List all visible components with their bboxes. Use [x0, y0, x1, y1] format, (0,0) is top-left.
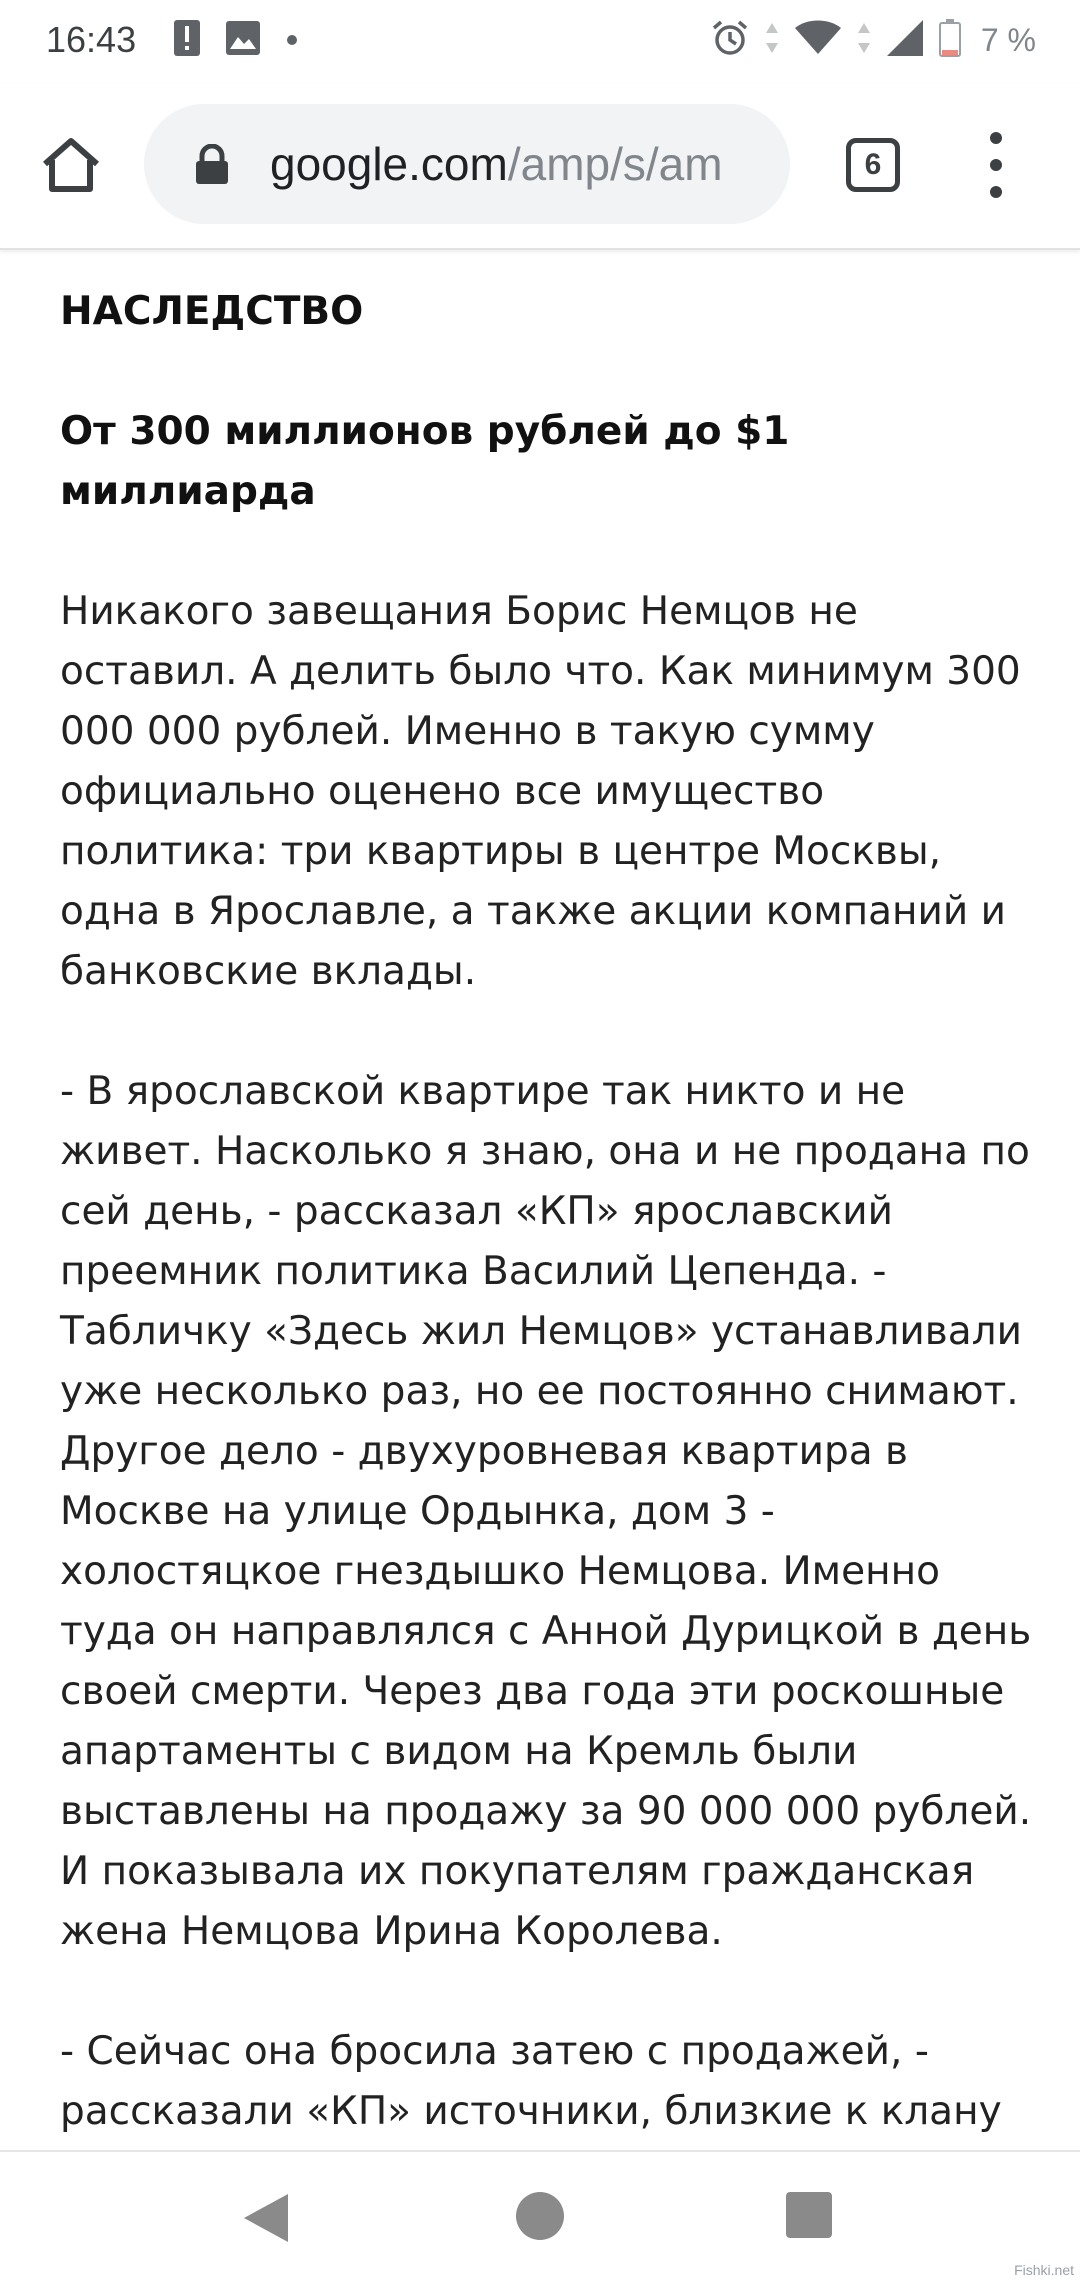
back-icon: [240, 2192, 292, 2244]
image-icon: [226, 21, 260, 59]
recents-button[interactable]: [786, 2192, 832, 2238]
more-vert-icon-dot: [990, 186, 1002, 198]
data-arrows-icon: [765, 21, 779, 59]
more-menu-button[interactable]: [972, 132, 1020, 198]
home-icon: [40, 136, 102, 194]
back-button[interactable]: [240, 2192, 292, 2244]
wifi-icon: [795, 20, 841, 60]
tab-count: 6: [864, 148, 882, 181]
watermark: Fishki.net: [1014, 2262, 1074, 2278]
article-body: [60, 282, 1032, 2150]
system-status-icons: [711, 18, 1036, 62]
status-bar: [0, 0, 1080, 84]
paragraph: - В ярославской квартире так никто и не живет. Насколько я знаю, она и не продана по сей день, - рассказал «КП» ярославский преемник политика Василий Цепенда. - Табличку «Здесь жил Немцов» устанавливали уже несколько раз, но ее постоянно снимают. Другое дело - двухуровневая квартира в Москве на улице Ордынка, дом 3 - холостяцкое гнездышко Немцова. Именно туда он направлялся с Анной Дурицкой в день своей смерти. Через два года эти роскошные апартаменты с видом на Кремль были выставлены на продажу за 90 000 000 рублей. И показывала их покупателям гражданская жена Немцова Ирина Королева.: [60, 1069, 1032, 1954]
browser-toolbar: [0, 84, 1080, 250]
tab-switcher-button[interactable]: [846, 138, 900, 192]
more-vert-icon-dot: [990, 159, 1002, 171]
data-arrows-icon-2: [857, 21, 871, 59]
alert-icon: [174, 20, 200, 60]
home-circle-button[interactable]: [516, 2192, 564, 2240]
article-content: [0, 250, 1080, 2150]
dot-icon: [286, 31, 298, 50]
battery-percent: 7 %: [980, 21, 1036, 58]
signal-icon: [887, 20, 923, 60]
address-bar[interactable]: [144, 104, 790, 224]
system-navigation-bar: [0, 2150, 1080, 2280]
url-path: /amp/s/am: [507, 138, 723, 190]
section-title: НАСЛЕДСТВО: [60, 289, 364, 334]
paragraph: - Сейчас она бросила затею с продажей, - рассказали «КП» источники, близкие к клану: [60, 2029, 1002, 2134]
alarm-icon: [711, 19, 749, 61]
paragraph: Никакого завещания Борис Немцов не оставил. А делить было что. Как минимум 300 000 000 рублей. Именно в такую сумму официально оценено все имущество политика: три квартиры в центре Москвы, одна в Ярославле, а также акции компаний и банковские вклады.: [60, 589, 1021, 994]
article-subtitle: От 300 миллионов рублей до $1 миллиарда: [60, 409, 790, 514]
battery-icon: [939, 19, 961, 61]
lock-icon: [194, 144, 230, 184]
url-host: google.com: [270, 138, 508, 190]
url-text[interactable]: [270, 136, 764, 192]
notification-icons: [174, 18, 298, 62]
more-vert-icon: [990, 132, 1002, 144]
status-time: 16:43: [46, 19, 137, 60]
home-button[interactable]: [38, 132, 104, 198]
